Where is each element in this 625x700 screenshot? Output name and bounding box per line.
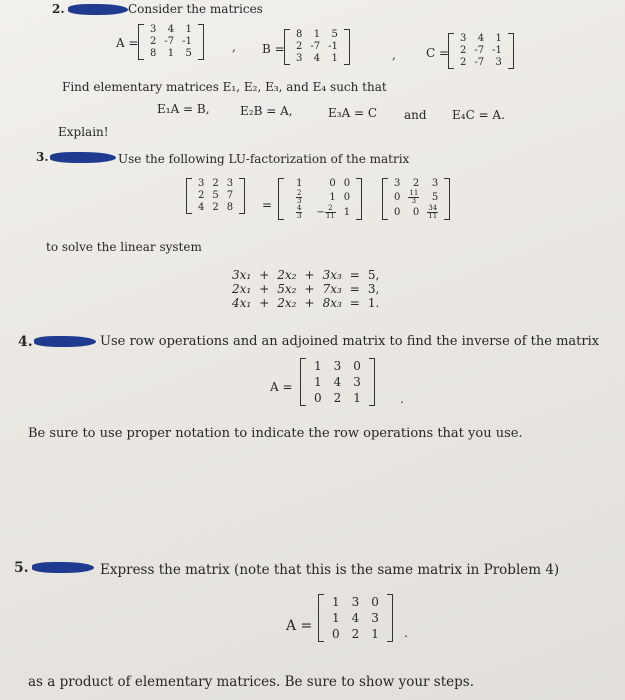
matrix-b-grid: 8 1 5 2 -7 -1 3 4 1 [296,29,338,64]
equation-and: and [404,108,427,122]
matrix-c-label: C = [426,46,450,60]
problem-4-matrix [300,358,375,406]
problem-3-solve-text: to solve the linear system [46,240,202,254]
problem-5-period: . [404,626,408,640]
system-row: 3x₁ + 2x₂ + 3x₃ = 5, [232,268,380,282]
problem-3-intro: Use the following LU-factorization of the matrix [118,152,410,166]
matrix-a-separator: , [232,40,236,54]
problem-5-number: 5. [14,560,29,576]
matrix-l [278,178,362,220]
problem-4-number: 4. [18,334,33,350]
matrix-c [448,33,514,69]
matrix-c-grid: 3 4 1 2 -7 -1 2 -7 3 [460,33,502,68]
problem-4-period: . [400,392,404,406]
problem-3-number: 3. [36,150,49,164]
problem-2-find-text: Find elementary matrices E₁, E₂, E₃, and E₄ such that [62,80,387,94]
problem-2-explain: Explain! [58,125,109,139]
matrix-b-separator: , [392,48,396,62]
problem-4-intro: Use row operations and an adjoined matrix to find the inverse of the matrix [100,334,600,349]
system-row: 4x₁ + 2x₂ + 8x₃ = 1. [232,296,380,310]
matrix-m [186,178,245,214]
matrix-l-grid: 1 0 0 $\frac{2}{3}$ 1 0 $\frac{4}{3}$ − $\frac{2}{11}$ 1 [296,178,351,220]
problem-4-matrix-grid: 1 3 0 1 4 3 0 2 1 [314,359,361,405]
equation-e3: E₃A = C [328,106,378,120]
problem-2-number: 2. [52,2,65,16]
equation-e2: E₂B = A, [240,104,293,118]
problem-4-note: Be sure to use proper notation to indicate the row operations that you use. [28,426,523,441]
matrix-m-grid: 3 2 3 2 5 7 4 2 8 [198,178,234,213]
problem-5-matrix-grid: 1 3 0 1 4 3 0 2 1 [332,595,379,641]
system-row: 2x₁ + 5x₂ + 7x₃ = 3, [232,282,380,296]
matrix-u [382,178,450,220]
matrix-a-label: A = [116,36,139,50]
problem-4-points-scribble [34,334,96,348]
matrix-a [138,24,204,60]
problem-4-matrix-label: A = [270,380,293,394]
problem-5-points-scribble [32,560,94,574]
problem-5-matrix-label: A = [286,618,313,634]
problem-5-intro: Express the matrix (note that this is the same matrix in Problem 4) [100,562,560,578]
matrix-b [284,29,350,65]
problem-5-matrix [318,594,393,642]
linear-system [228,268,383,310]
matrix-b-label: B = [262,42,285,56]
equation-e4: E₄C = A. [452,108,505,122]
matrix-a-grid: 3 4 1 2 -7 -1 8 1 5 [150,24,192,59]
problem-3-points-scribble [50,150,116,164]
lu-equals-sign: = [262,198,273,212]
equation-e1: E₁A = B, [157,102,210,116]
problem-2-points-scribble [68,2,128,16]
problem-2-intro: Consider the matrices [128,2,263,16]
matrix-u-grid: 3 2 3 0 $\frac{11}{3}$ 5 0 0 $\frac{34}{11}$ [394,178,439,220]
problem-5-outro: as a product of elementary matrices. Be sure to show your steps. [28,674,474,690]
